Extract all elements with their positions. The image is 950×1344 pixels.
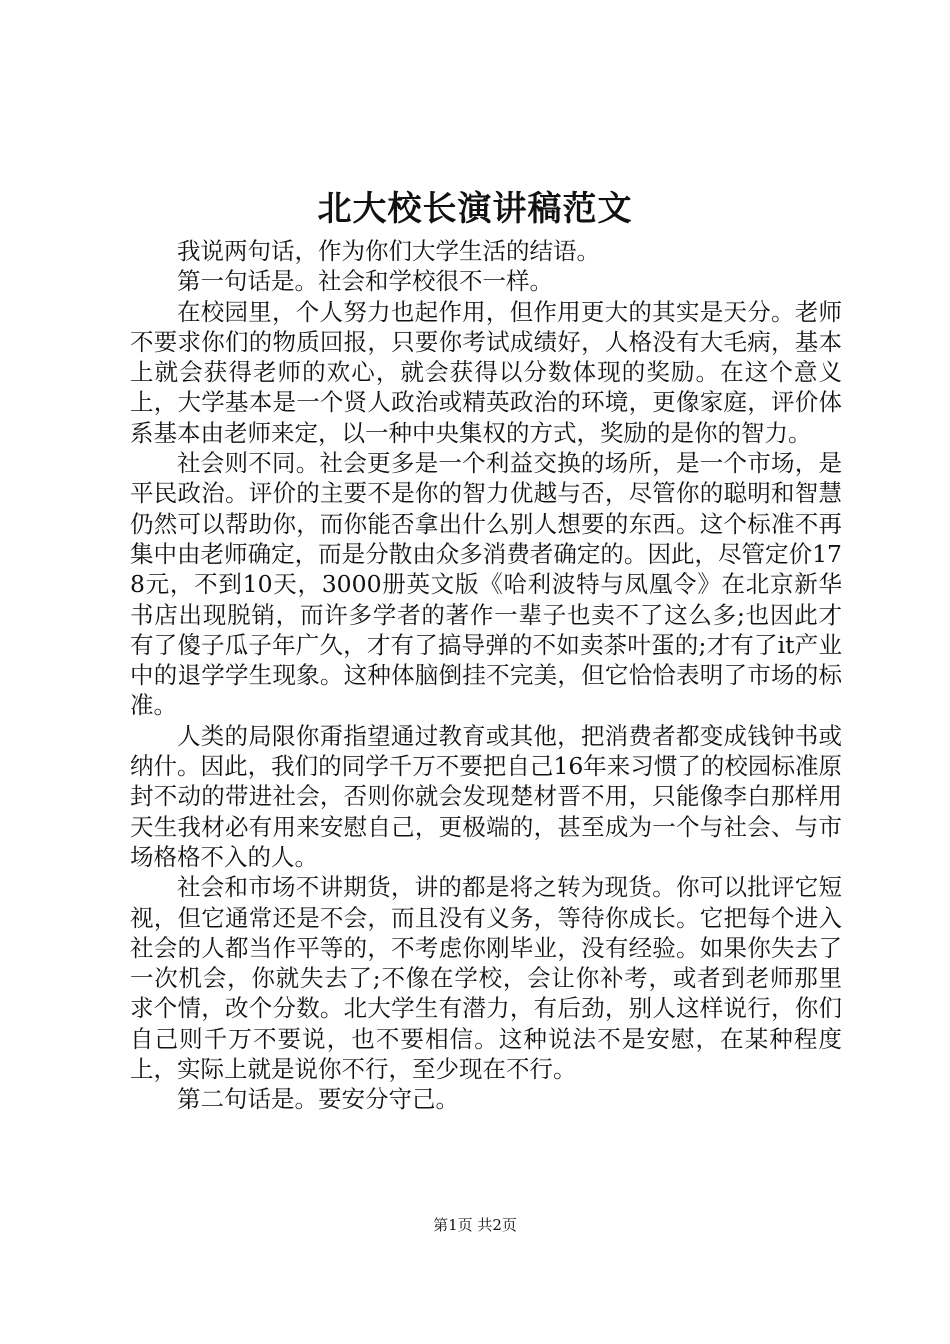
document-title: 北大校长演讲稿范文 xyxy=(317,189,633,229)
paragraph: 在校园里，个人努力也起作用，但作用更大的其实是天分。老师不要求你们的物质回报，只要你考试成绩好，人格没有大毛病，基本上就会获得老师的欢心，就会获得以分数体现的奖励。在这个意义上，大学基本是一个贤人政治或精英政治的环境，更像家庭，评价体系基本由老师来定，以一种中央集权的方式，奖励的是你的智力。 xyxy=(130,297,842,447)
paragraph: 第一句话是。社会和学校很不一样。 xyxy=(177,267,553,296)
paragraph: 社会则不同。社会更多是一个利益交换的场所，是一个市场，是平民政治。评价的主要不是你的智力优越与否，尽管你的聪明和智慧仍然可以帮助你，而你能否拿出什么别人想要的东西。这个标准不再集中由老师确定，而是分散由众多消费者确定的。因此，尽管定价178元，不到10天，3000册英文版《哈利波特与凤凰令》在北京新华书店出现脱销，而许多学者的著作一辈子也卖不了这么多;也因此才有了傻子瓜子年广久，才有了搞导弹的不如卖茶叶蛋的;才有了it产业中的退学学生现象。这种体脑倒挂不完美，但它恰恰表明了市场的标准。 xyxy=(130,449,842,720)
page-number-footer: 第1页 共2页 xyxy=(433,1216,517,1234)
paragraph: 人类的局限你甭指望通过教育或其他，把消费者都变成钱钟书或纳什。因此，我们的同学千万不要把自己16年来习惯了的校园标准原封不动的带进社会，否则你就会发现楚材晋不用，只能像李白那样用天生我材必有用来安慰自己，更极端的，甚至成为一个与社会、与市场格格不入的人。 xyxy=(130,721,842,871)
paragraph: 我说两句话，作为你们大学生活的结语。 xyxy=(177,237,600,265)
paragraph: 第二句话是。要安分守己。 xyxy=(177,1085,459,1114)
document-body xyxy=(130,236,842,1115)
paragraph: 社会和市场不讲期货，讲的都是将之转为现货。你可以批评它短视，但它通常还是不会，而且没有义务，等待你成长。它把每个进入社会的人都当作平等的，不考虑你刚毕业，没有经验。如果你失去了一次机会，你就失去了;不像在学校，会让你补考，或者到老师那里求个情，改个分数。北大学生有潜力，有后劲，别人这样说行，你们自己则千万不要说，也不要相信。这种说法不是安慰，在某种程度上，实际上就是说你不行，至少现在不行。 xyxy=(130,873,842,1084)
